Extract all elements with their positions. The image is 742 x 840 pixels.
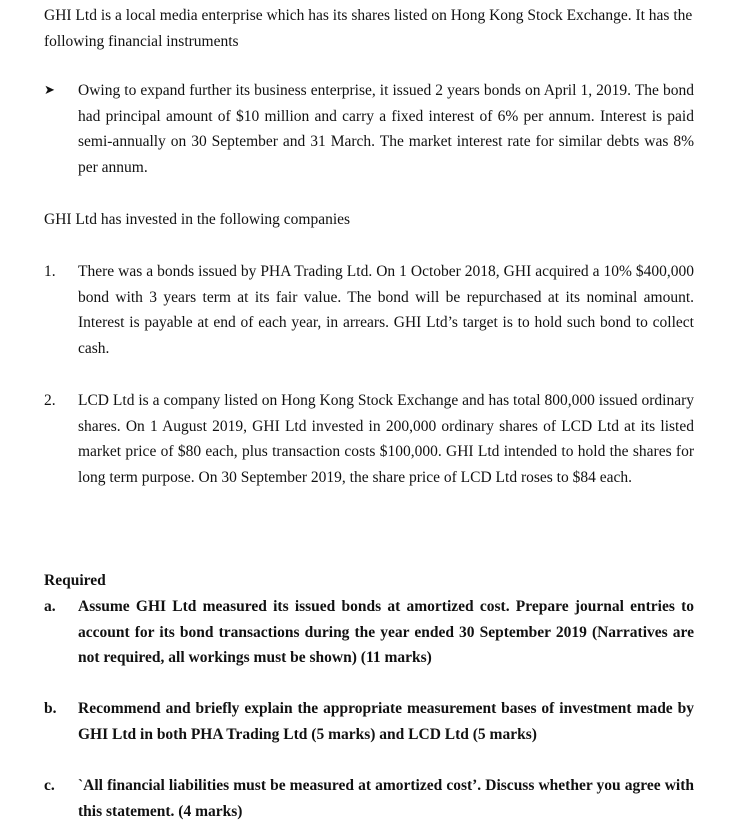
item-number: 1. [44,263,56,280]
item-letter: a. [44,598,56,615]
investment-item-lcd [44,388,694,518]
item-letter: c. [44,777,55,794]
required-text: `All financial liabilities must be measured at amortized cost’. Discuss whether you agree with this statement. (4 marks) [78,777,694,820]
required-item-a [44,594,694,672]
investment-item-pha [44,259,694,363]
required-heading: Required [44,572,106,589]
required-text: Assume GHI Ltd measured its issued bonds at amortized cost. Prepare journal entries to account for its bond transactions during the year ended 30 September 2019 (Narratives are not required, all workings must be shown) (11 marks) [78,598,694,667]
required-item-c [44,773,694,825]
arrow-bullet-icon: ➤ [44,83,55,98]
investments-heading: GHI Ltd has invested in the following companies [44,211,351,228]
investment-text: There was a bonds issued by PHA Trading Ltd. On 1 October 2018, GHI acquired a 10% $400,000 bond with 3 years term at its fair value. The bond will be repurchased at its nominal amount. Interest is payable at end of each year, in arrears. GHI Ltd’s target is to hold such bond to collect cash. [78,263,694,358]
required-text: Recommend and briefly explain the appropriate measurement bases of investment made by GHI Ltd in both PHA Trading Ltd (5 marks) and LCD Ltd (5 marks) [78,700,694,743]
bond-issue-text: Owing to expand further its business enterprise, it issued 2 years bonds on April 1, 2019. The bond had principal amount of $10 million and carry a fixed interest of 6% per annum. Interest is paid semi-annually on 30 September and 31 March. The market interest rate for similar debts was 8% per annum. [78,82,694,177]
bond-issue-bullet [44,78,694,182]
intro-paragraph: GHI Ltd is a local media enterprise which has its shares listed on Hong Kong Stock Exchange. It has the following financial instruments [44,7,693,50]
item-number: 2. [44,392,56,409]
investment-text: LCD Ltd is a company listed on Hong Kong Stock Exchange and has total 800,000 issued ordinary shares. On 1 August 2019, GHI Ltd invested in 200,000 ordinary shares of LCD Ltd at its listed market price of $80 each, plus transaction costs $100,000. GHI Ltd intended to hold the shares for long term purpose. On 30 September 2019, the share price of LCD Ltd roses to $84 each. [78,392,694,487]
required-item-b [44,696,694,748]
item-letter: b. [44,700,57,717]
